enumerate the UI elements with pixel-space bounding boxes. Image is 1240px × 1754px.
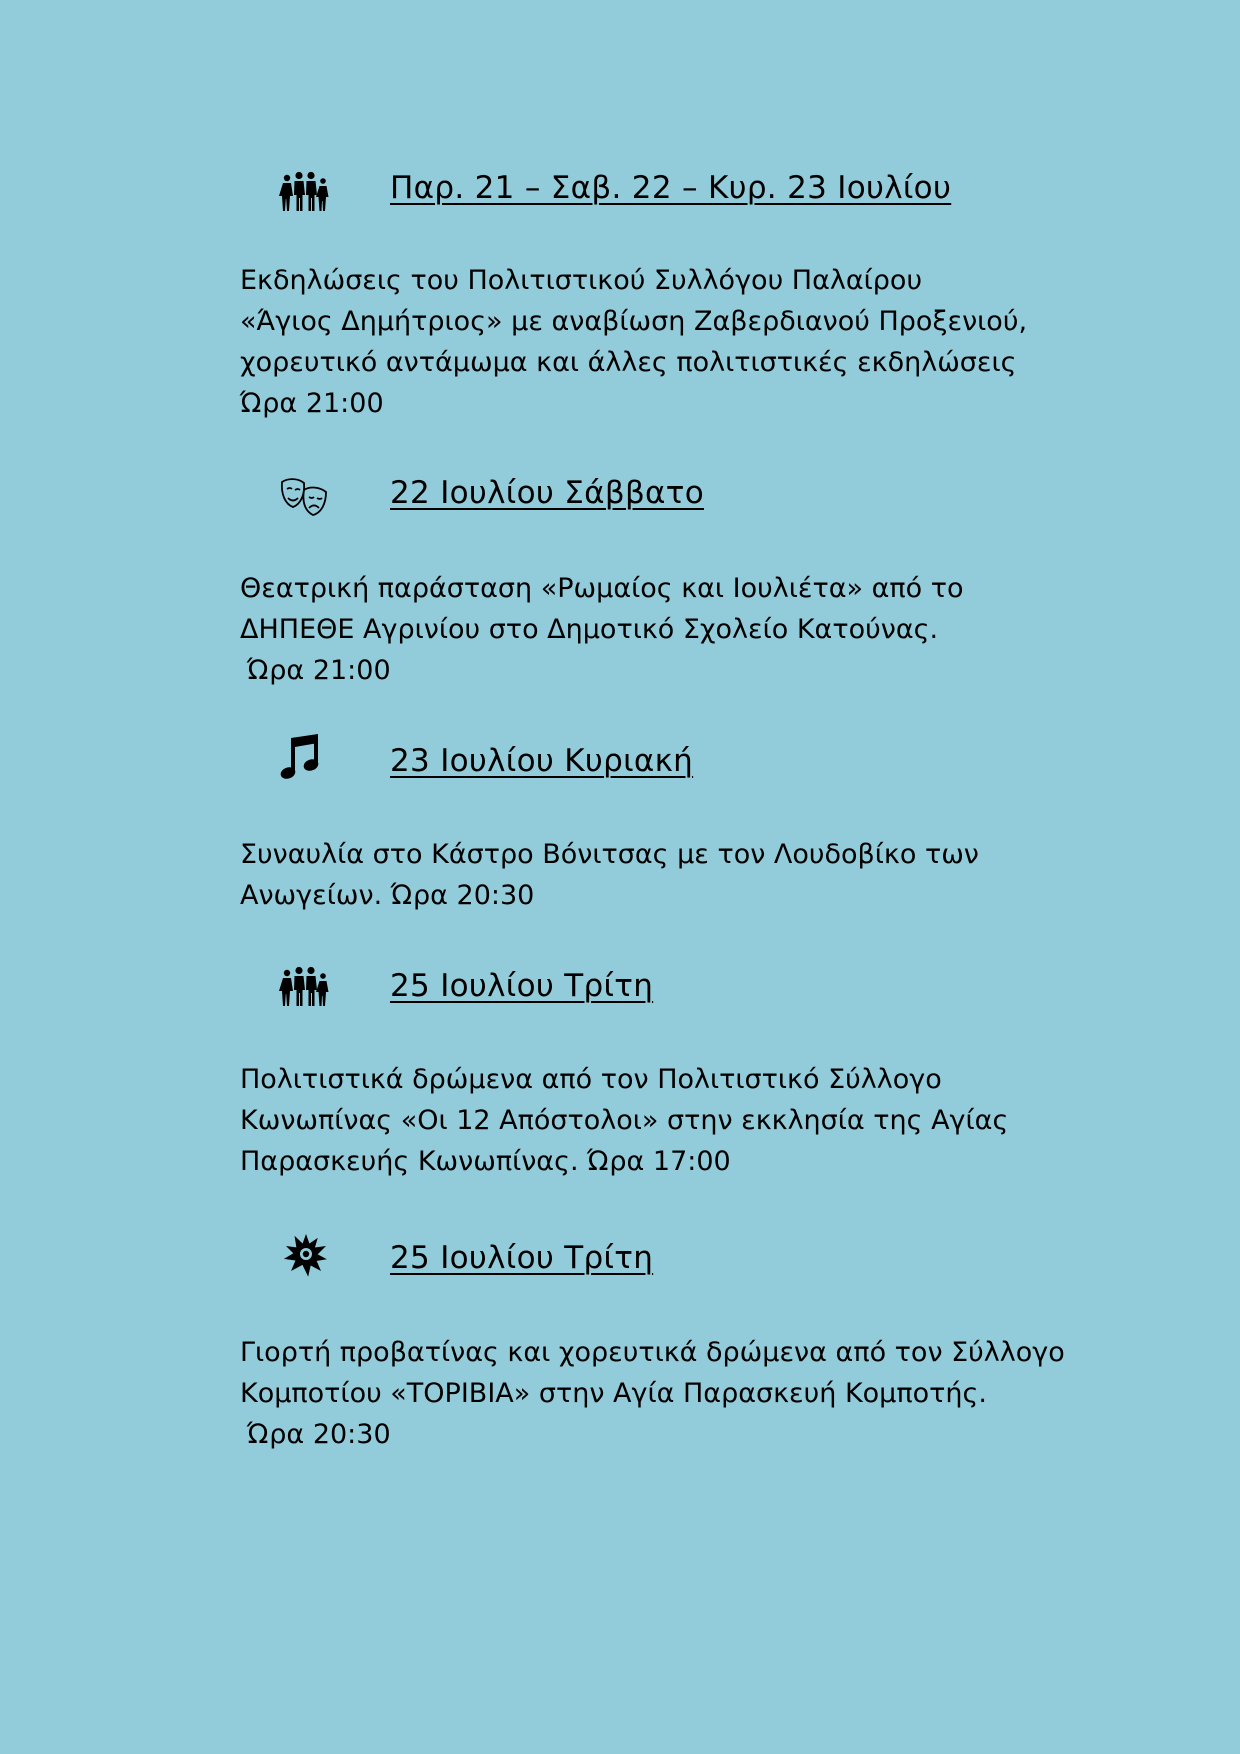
star-ornament-icon	[278, 1228, 334, 1284]
description-line: Συναυλία στο Κάστρο Βόνιτσας με τον Λουδοβίκο των	[240, 839, 979, 870]
event-date-heading: 25 Ιουλίου Τρίτη	[390, 968, 654, 1004]
description-line: Παρασκευής Κωνωπίνας. Ώρα 17:00	[240, 1146, 731, 1177]
star-ornament-icon-graphic	[278, 1228, 334, 1284]
music-note-icon-graphic	[278, 730, 334, 786]
description-line: Κομποτίου «ΤΟΡΙΒΙΑ» στην Αγία Παρασκευή Κομποτής.	[240, 1378, 987, 1409]
description-line: Ανωγείων. Ώρα 20:30	[240, 880, 535, 911]
description-line: Θεατρική παράσταση «Ρωμαίος και Ιουλιέτα» από το	[240, 573, 964, 604]
event-date-heading: 25 Ιουλίου Τρίτη	[390, 1240, 654, 1276]
event-description	[240, 1059, 1120, 1182]
description-line: Ώρα 20:30	[247, 1419, 391, 1450]
event-description	[240, 834, 1120, 916]
description-line: «Άγιος Δημήτριος» με αναβίωση Ζαβερδιανού Προξενιού,	[240, 306, 1028, 337]
theater-masks-icon-graphic	[278, 470, 334, 526]
description-line: χορευτικό αντάμωμα και άλλες πολιτιστικές εκδηλώσεις	[240, 347, 1017, 378]
description-line: Κωνωπίνας «Οι 12 Απόστολοι» στην εκκλησία της Αγίας	[240, 1105, 1009, 1136]
family-icon	[278, 960, 334, 1016]
music-note-icon	[278, 730, 334, 786]
description-line: Ώρα 21:00	[247, 655, 391, 686]
family-icon	[278, 165, 334, 221]
description-line: ΔΗΠΕΘΕ Αγρινίου στο Δημοτικό Σχολείο Κατούνας.	[240, 614, 939, 645]
event-date-heading: 22 Ιουλίου Σάββατο	[390, 475, 704, 511]
description-line: Ώρα 21:00	[240, 388, 384, 419]
event-description	[240, 1332, 1120, 1455]
event-date-heading: 23 Ιουλίου Κυριακή	[390, 743, 694, 779]
event-description	[240, 568, 1120, 691]
description-line: Πολιτιστικά δρώμενα από τον Πολιτιστικό Σύλλογο	[240, 1064, 942, 1095]
family-icon-graphic	[278, 960, 334, 1016]
theater-masks-icon	[278, 470, 334, 526]
event-date-heading: Παρ. 21 – Σαβ. 22 – Κυρ. 23 Ιουλίου	[390, 170, 952, 206]
family-icon-graphic	[278, 165, 334, 221]
event-description	[240, 260, 1120, 424]
description-line: Εκδηλώσεις του Πολιτιστικού Συλλόγου Παλαίρου	[240, 265, 923, 296]
description-line: Γιορτή προβατίνας και χορευτικά δρώμενα από τον Σύλλογο	[240, 1337, 1065, 1368]
